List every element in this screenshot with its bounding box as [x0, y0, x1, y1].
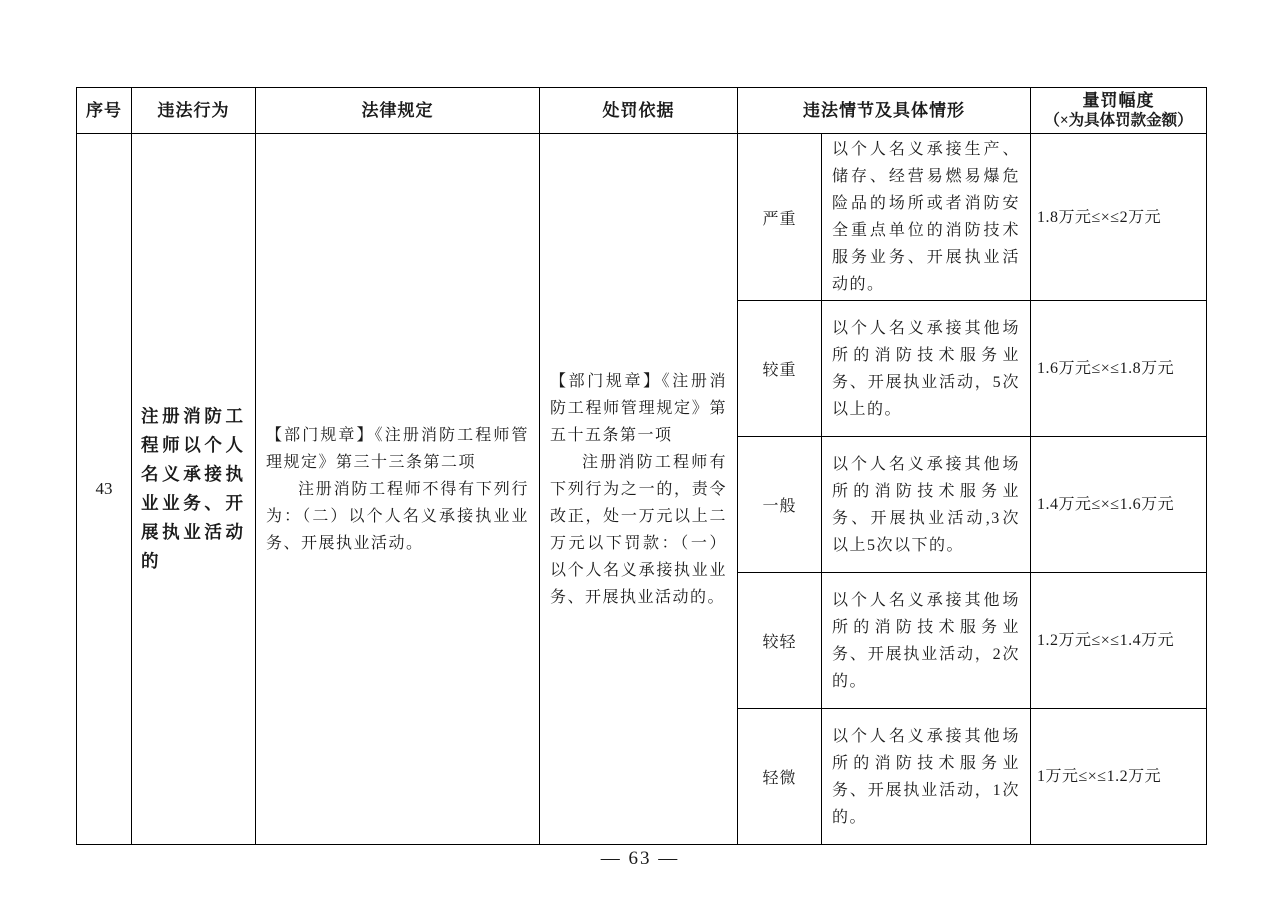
law-paragraph-2: 注册消防工程师不得有下列行为：（二）以个人名义承接执业业务、开展执业活动。: [266, 480, 529, 552]
basis-paragraph-1: 【部门规章】《注册消防工程师管理规定》第五十五条第一项: [550, 372, 727, 444]
penalty-cell: 1万元≤×≤1.2万元: [1031, 709, 1207, 845]
situation-cell: 以个人名义承接其他场所的消防技术服务业务、开展执业活动，1次的。: [822, 709, 1031, 845]
penalty-cell: 1.2万元≤×≤1.4万元: [1031, 573, 1207, 709]
penalty-cell: 1.8万元≤×≤2万元: [1031, 134, 1207, 301]
header-basis: 处罚依据: [540, 88, 738, 134]
header-circumstance: 违法情节及具体情形: [738, 88, 1031, 134]
severity-cell: 轻微: [738, 709, 822, 845]
situation-cell: 以个人名义承接其他场所的消防技术服务业务、开展执业活动,3次以上5次以下的。: [822, 437, 1031, 573]
severity-cell: 较轻: [738, 573, 822, 709]
behavior-cell: 注册消防工程师以个人名义承接执业业务、开展执业活动的: [132, 134, 256, 845]
header-penalty-title: 量罚幅度: [1082, 91, 1155, 111]
header-penalty-subtitle: （×为具体罚款金额）: [1044, 112, 1193, 130]
header-penalty: [1031, 88, 1207, 134]
page-number: — 63 —: [600, 848, 680, 869]
basis-cell: [540, 134, 738, 845]
severity-cell: 较重: [738, 301, 822, 437]
header-law: 法律规定: [256, 88, 540, 134]
severity-cell: 严重: [738, 134, 822, 301]
index-cell: 43: [77, 134, 132, 845]
situation-cell: 以个人名义承接生产、储存、经营易燃易爆危险品的场所或者消防安全重点单位的消防技术服务业务、开展执业活动的。: [822, 134, 1031, 301]
table-row-severe: [77, 134, 1207, 301]
penalty-cell: 1.6万元≤×≤1.8万元: [1031, 301, 1207, 437]
situation-cell: 以个人名义承接其他场所的消防技术服务业务、开展执业活动，2次的。: [822, 573, 1031, 709]
severity-cell: 一般: [738, 437, 822, 573]
penalty-cell: 1.4万元≤×≤1.6万元: [1031, 437, 1207, 573]
header-row: [77, 88, 1207, 134]
header-behavior: 违法行为: [132, 88, 256, 134]
law-paragraph-1: 【部门规章】《注册消防工程师管理规定》第三十三条第二项: [266, 426, 529, 471]
situation-cell: 以个人名义承接其他场所的消防技术服务业务、开展执业活动，5次以上的。: [822, 301, 1031, 437]
penalty-table: [76, 87, 1207, 845]
law-cell: [256, 134, 540, 845]
basis-paragraph-2: 注册消防工程师有下列行为之一的，责令改正，处一万元以上二万元以下罚款：（一）以个人名义承接执业业务、开展执业活动的。: [550, 453, 727, 606]
header-index: 序号: [77, 88, 132, 134]
